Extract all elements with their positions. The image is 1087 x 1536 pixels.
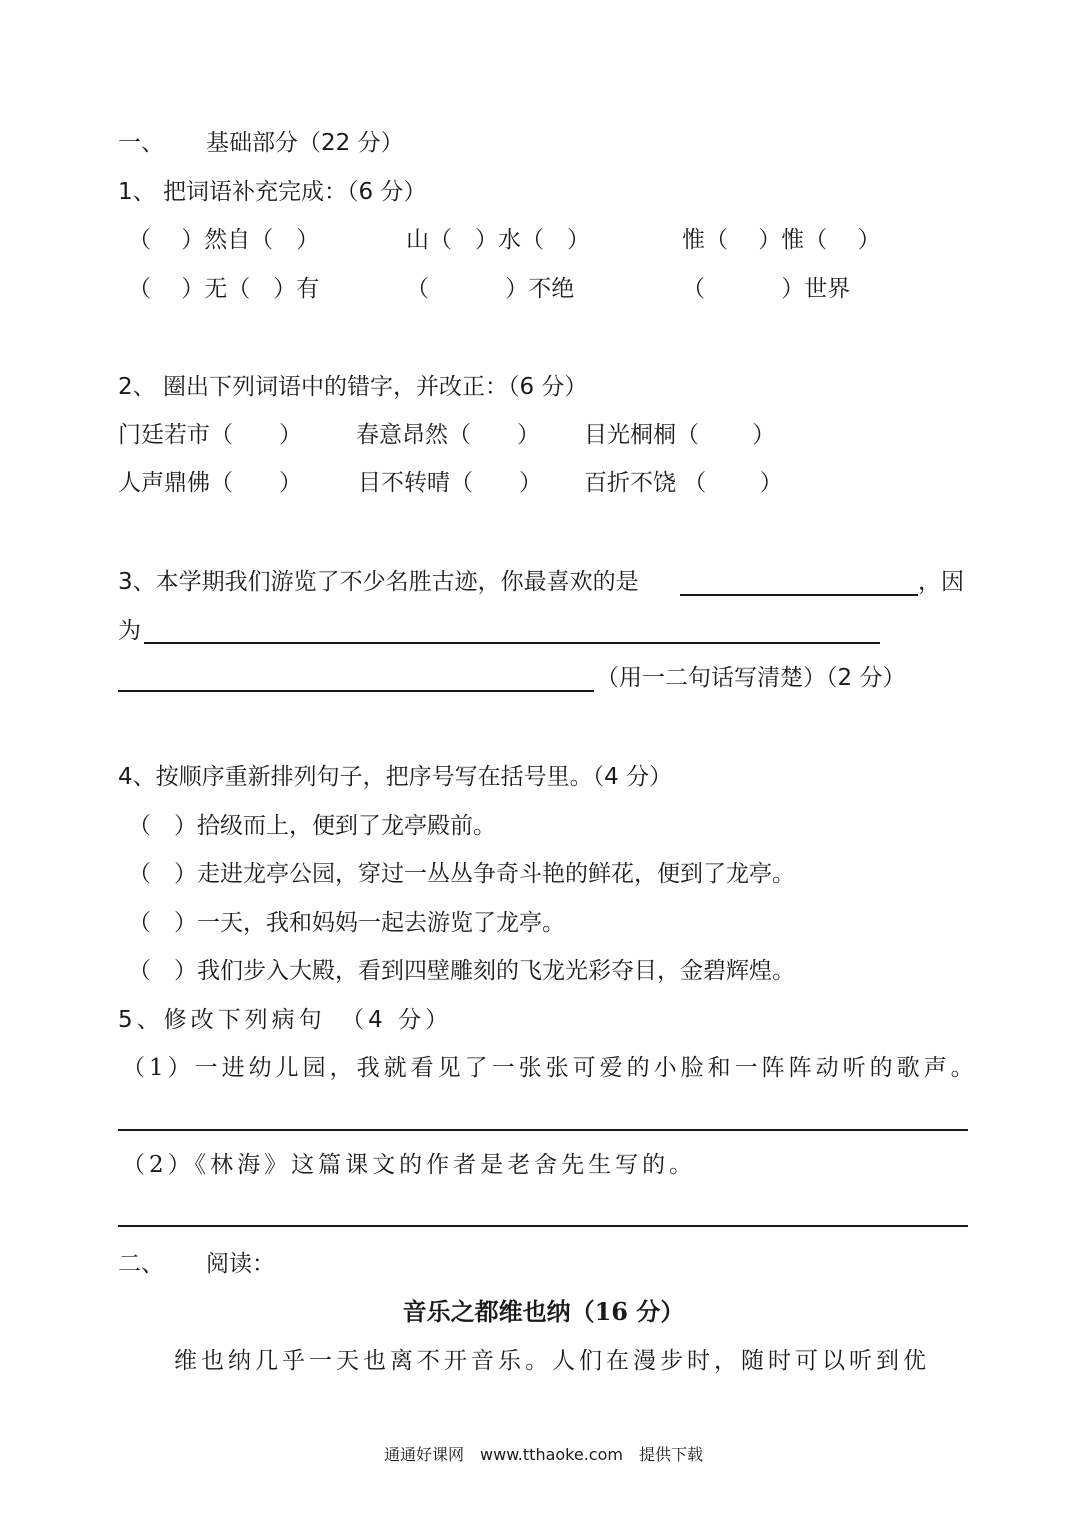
q3-answer-line-3 xyxy=(118,690,594,692)
q5-sentence-1: （1）一进幼儿园，我就看见了一张张可爱的小脸和一阵阵动听的歌声。 xyxy=(122,1055,978,1081)
q2-item-1: 门廷若市（ ） xyxy=(118,422,302,448)
q5-answer-line-2 xyxy=(118,1225,968,1227)
q1-blank-3: 惟（ ）惟（ ） xyxy=(682,227,881,253)
q1-blank-5: （ ）不绝 xyxy=(406,276,575,302)
section2-number: 二、 xyxy=(118,1251,164,1277)
reading-title: 音乐之都维也纳（16 分） xyxy=(402,1297,685,1326)
section1-heading: 基础部分（22 分） xyxy=(206,130,404,156)
q3-answer-line-1 xyxy=(680,594,918,596)
page-footer: 通通好课网 www.tthaoke.com 提供下载 xyxy=(384,1445,703,1464)
q2-title: 2、 圈出下列词语中的错字，并改正：（6 分） xyxy=(118,374,588,400)
reading-first-line: 维也纳几乎一天也离不开音乐。人们在漫步时，随时可以听到优 xyxy=(174,1348,930,1374)
q3-line1: 3、本学期我们游览了不少名胜古迹，你最喜欢的是 xyxy=(118,569,639,595)
section2-heading: 阅读： xyxy=(206,1251,275,1277)
q3-suffix: （用一二句话写清楚）（2 分） xyxy=(596,665,906,691)
q3-line2: 为 xyxy=(118,618,141,644)
q5-sentence-2: （2）《林海》这篇课文的作者是老舍先生写的。 xyxy=(122,1152,697,1178)
q1-blank-2: 山（ ）水（ ） xyxy=(406,227,590,253)
q3-line1-end: ，因 xyxy=(918,569,964,595)
q2-item-4: 人声鼎佛（ ） xyxy=(118,470,302,496)
q2-item-6: 百折不饶 （ ） xyxy=(584,470,783,496)
q2-item-5: 目不转晴（ ） xyxy=(358,470,542,496)
section1-number: 一、 xyxy=(118,130,164,156)
q4-item-3: （ ）一天，我和妈妈一起去游览了龙亭。 xyxy=(128,910,565,936)
q1-title: 1、 把词语补充完成：（6 分） xyxy=(118,179,427,205)
q1-blank-6: （ ）世界 xyxy=(682,276,851,302)
q5-answer-line-1 xyxy=(118,1129,968,1131)
q4-item-1: （ ）拾级而上，便到了龙亭殿前。 xyxy=(128,813,496,839)
q1-blank-1: （ ）然自（ ） xyxy=(128,227,320,253)
q4-item-2: （ ）走进龙亭公园，穿过一丛丛争奇斗艳的鲜花，便到了龙亭。 xyxy=(128,861,795,887)
q4-item-4: （ ）我们步入大殿，看到四壁雕刻的飞龙光彩夺目，金碧辉煌。 xyxy=(128,958,795,984)
q2-item-3: 目光桐桐（ ） xyxy=(584,422,776,448)
q3-answer-line-2 xyxy=(144,642,880,644)
q1-blank-4: （ ）无（ ）有 xyxy=(128,276,320,302)
q2-item-2: 春意昂然（ ） xyxy=(356,422,540,448)
q4-title: 4、按顺序重新排列句子，把序号写在括号里。（4 分） xyxy=(118,764,673,790)
q5-title: 5、修改下列病句 （4 分） xyxy=(118,1007,453,1033)
